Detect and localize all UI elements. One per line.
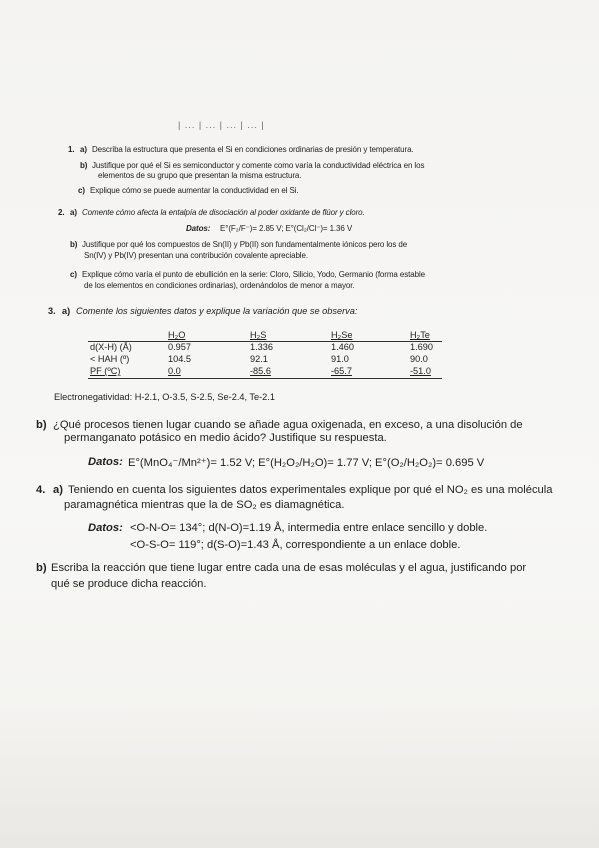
q4-a-text-1: Teniendo en cuenta los siguientes datos experimentales explique por qué el NO₂ es una molécula [68,484,553,496]
table-cell: 104.5 [168,354,191,364]
q2-a-label: a) [70,208,77,217]
q3-datos-text: E°(MnO₄⁻/Mn²⁺)= 1.52 V; E°(H₂O₂/H₂O)= 1.77 V; E°(O₂/H₂O₂)= 0.695 V [128,457,485,469]
q4-datos-text-1: <O-N-O= 134°; d(N-O)=1.19 Å, intermedia entre enlace sencillo y doble. [130,522,488,534]
q1-b-label: b) [80,161,88,170]
q2-datos-label: Datos: [186,224,211,233]
q2-b-text-2: Sn(IV) y Pb(IV) presentan una contribución covalente apreciable. [84,251,308,260]
q3-b-text-2: permanganato potásico en medio ácido? Justifique su respuesta. [64,432,387,444]
table-row-label: < HAH (º) [90,354,130,364]
q4-b-text-1: Escriba la reacción que tiene lugar entre cada una de esas moléculas y el agua, justificando por [51,562,527,574]
table-cell: 0.957 [168,342,191,352]
q4-a-label: a) [53,484,63,496]
q2-b-label: b) [70,240,78,249]
table-header-h2s: H₂S [250,330,267,340]
table-cell: 91.0 [331,354,349,364]
q3-b-label: b) [36,419,47,431]
table-header-h2o: H₂O [168,330,186,340]
table-bottom-rule [88,378,442,379]
table-cell: 1.690 [410,342,433,352]
table-header-h2te: H₂Te [410,330,430,340]
q2-c-text-2: de los elementos en condiciones ordinarias), ordenándolos de menor a mayor. [84,281,355,290]
q1-c-label: c) [78,186,85,195]
q4-b-label: b) [36,562,47,574]
q1-b-text-1: Justifique por qué el Si es semiconductor y comente como varía la conductividad eléctrica en los [92,161,425,170]
q4-number: 4. [36,484,46,496]
q3-b-text-1: ¿Qué procesos tienen lugar cuando se añade agua oxigenada, en exceso, a una disolución de [53,419,523,431]
q1-number: 1. [68,145,75,154]
q2-b-text-1: Justifique por qué los compuestos de Sn(II) y Pb(II) son fundamentalmente iónicos pero los de [82,240,408,249]
table-cell: 90.0 [410,354,428,364]
table-cell: 1.336 [250,342,273,352]
q2-datos-text: E°(F₂/F⁻)= 2.85 V; E°(Cl₂/Cl⁻)= 1.36 V [220,224,353,233]
q1-a-label: a) [80,145,87,154]
table-row-label: PF (ºC) [90,366,121,376]
page-shadow [0,700,599,848]
q2-number: 2. [58,208,65,217]
q2-a-text: Comente cómo afecta la entalpía de disociación al poder oxidante de flúor y cloro. [82,208,365,217]
table-cell: -51.0 [410,366,431,376]
q3-datos-label: Datos: [88,456,123,468]
table-cell: -85.6 [250,366,271,376]
q4-b-text-2: qué se produce dicha reacción. [51,578,207,590]
q4-datos-label: Datos: [88,522,123,534]
table-row-label: d(X-H) (Å) [90,342,132,352]
q1-c-text: Explique cómo se puede aumentar la conductividad en el Si. [90,186,299,195]
q4-datos-text-2: <O-S-O= 119°; d(S-O)=1.43 Å, correspondiente a un enlace doble. [130,539,461,551]
q3-a-label: a) [62,306,71,316]
table-cell: 1.460 [331,342,354,352]
table-header-h2se: H₂Se [331,330,353,340]
q4-a-text-2: paramagnética mientras que la de SO₂ es diamagnética. [64,499,345,511]
table-cell: 92.1 [250,354,268,364]
table-cell: 0.0 [168,366,181,376]
q1-a-text: Describa la estructura que presenta el Si en condiciones ordinarias de presión y temperatura. [92,145,414,154]
q2-c-text-1: Explique cómo varía el punto de ebullición en la serie: Cloro, Silicio, Yodo, Germanio (forma estable [82,270,425,279]
q3-electronegativity: Electronegatividad: H-2.1, O-3.5, S-2.5, Se-2.4, Te-2.1 [54,392,275,402]
cropped-header-fragment: | ... | ... | ... | ... | [178,120,265,130]
table-cell: -65.7 [331,366,352,376]
q3-number: 3. [48,306,56,316]
q1-b-text-2: elementos de su grupo que presentan la misma estructura. [98,171,302,180]
q3-a-text: Comente los siguientes datos y explique la variación que se observa: [76,306,358,316]
q2-c-label: c) [70,270,77,279]
